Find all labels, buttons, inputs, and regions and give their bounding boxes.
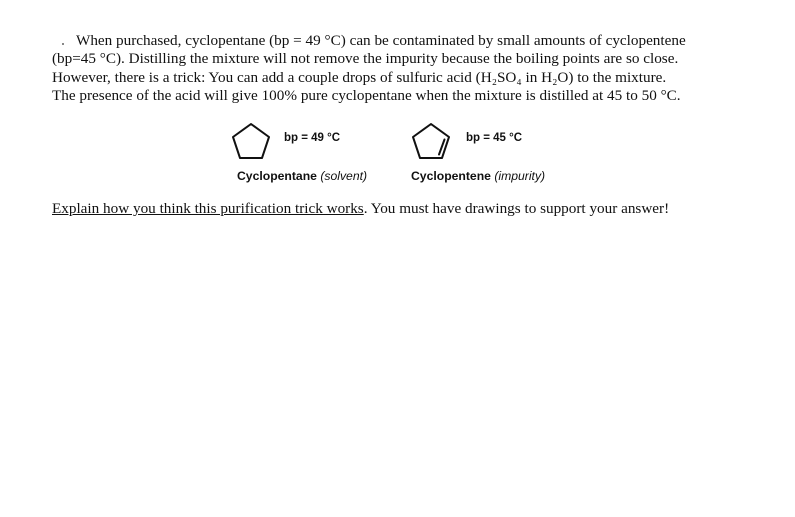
cyclopentene-name: Cyclopentene bbox=[411, 169, 491, 183]
problem-line-1: When purchased, cyclopentane (bp = 49 °C) can be contaminated by small amounts of cyclopentene bbox=[76, 32, 686, 49]
cyclopentene-role: (impurity) bbox=[494, 169, 546, 183]
question-rest: . You must have drawings to support your answer! bbox=[363, 200, 670, 217]
question-underlined: Explain how you think this purification trick works bbox=[52, 200, 364, 217]
cyclopentane-structure-icon bbox=[229, 121, 273, 161]
cyclopentane-role: (solvent) bbox=[320, 169, 368, 183]
cyclopentane-name: Cyclopentane bbox=[237, 169, 317, 183]
cyclopentene-bp-label: bp = 45 °C bbox=[466, 132, 523, 144]
cyclopentane-bp-label: bp = 49 °C bbox=[284, 132, 341, 144]
cyclopentene-caption bbox=[411, 169, 545, 183]
problem-line-2: (bp=45 °C). Distilling the mixture will not remove the impurity because the boiling points are so close. bbox=[52, 50, 679, 68]
cyclopentane-caption bbox=[237, 169, 367, 183]
problem-line-4: The presence of the acid will give 100% pure cyclopentane when the mixture is distilled at 45 to 50 °C. bbox=[52, 87, 681, 105]
cyclopentene-structure-icon bbox=[409, 121, 453, 161]
question-prompt bbox=[52, 200, 772, 218]
problem-paragraph bbox=[52, 32, 752, 106]
problem-line-3: However, there is a trick: You can add a couple drops of sulfuric acid (H₂SO₄ in H₂O) to the mixture. bbox=[52, 68, 667, 86]
